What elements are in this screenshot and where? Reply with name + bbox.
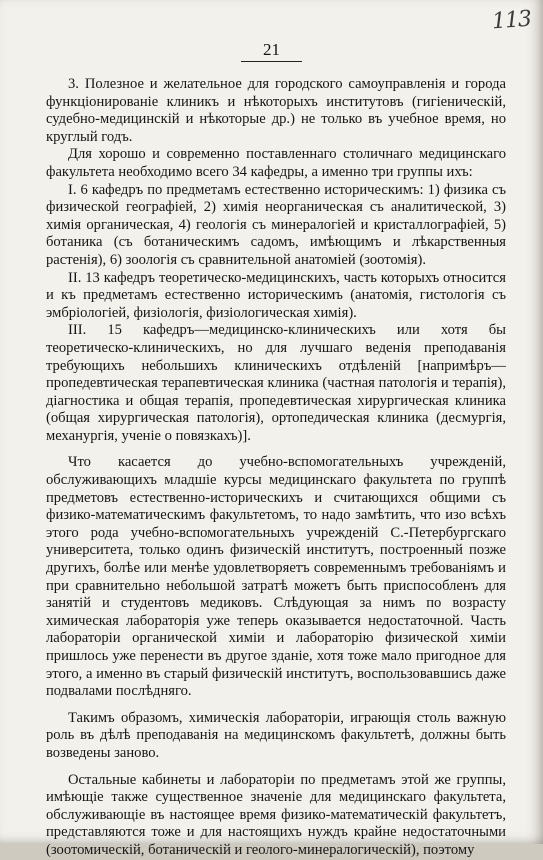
page-header (0, 40, 543, 62)
paragraph-group-1: I. 6 кафедръ по предметамъ естественно историческимъ: 1) физика съ физической географіей, 2) химія неорганическая съ аналитической, 3) химія органическая, 4) геологія съ минералогіей и кристаллографіей, 5) ботаника (съ ботаническимъ садомъ, имѣющимъ и лѣкарственныя растенія), 6) зоологія съ сравнительной анатоміей (зоотомія). (46, 181, 506, 268)
paragraph-faculty-chairs: Для хорошо и современно поставленнаго столичнаго медицинскаго факультета необходимо всего 34 кафедры, а именно три группы ихъ: (46, 146, 506, 180)
paragraph-group-2: II. 13 кафедръ теоретическо-медицинскихъ, часть которыхъ относится и къ предметамъ естественно историческимъ (анатомія, гистологія съ эмбріологіей, физіологія, физіологическая химія). (46, 269, 506, 321)
paragraph-other-cabinets: Остальные кабинеты и лабораторіи по предметамъ этой же группы, имѣющіе также существенное значеніе для медицинскаго факультета, обслуживающіе въ настоящее время физико-математическій факультетъ, представляются тоже и для настоящихъ нуждъ крайне недостаточными (зоотомическій, ботаническій и геолого-минералогическій), поэтому (46, 771, 506, 858)
paragraph-chemistry-labs: Такимъ образомъ, химическія лабораторіи, играющія столь важную роль въ дѣлѣ преподаванія на медицинскомъ факультетѣ, должны быть возведены заново. (46, 709, 506, 761)
page-number: 21 (241, 40, 302, 62)
page-body (46, 76, 506, 860)
paragraph-point-3: 3. Полезное и желательное для городского самоуправленія и города функціонированіе клиникъ и нѣкоторыхъ институтовъ (гигіеническій, судебно-медицинскій и нѣкоторые др.) не только въ учебное время, но круглый годъ. (46, 76, 506, 145)
handwritten-page-note: 113 (491, 6, 532, 35)
paragraph-auxiliary-institutions: Что касается до учебно-вспомогательныхъ учрежденій, обслуживающихъ младшіе курсы медицинскаго факультета по группѣ предметовъ естественно-историческихъ и считающихся общими съ физико-математическимъ факультетомъ, то надо замѣтить, что изо всѣхъ этого рода учебно-вспомогательныхъ учрежденій С.-Петербургскаго университета, только одинъ физическій институтъ, построенный позже другихъ, болѣе или менѣе удовлетворяетъ современнымъ требованіямъ и при сравнительно небольшой затратѣ можетъ быть приспособленъ для занятій и студентовъ медиковъ. Слѣдующая за нимъ по возрасту химическая лабораторія уже теперь оказывается недостаточной. Часть лабораторіи органической химіи и лабораторію физической химіи пришлось уже перенести въ другое зданіе, хотя тоже мало пригодное для этого, а именно въ старый физическій институтъ, воспользовавшись даже подвалами послѣдняго. (46, 454, 506, 700)
paragraph-group-3: III. 15 кафедръ—медицинско-клиническихъ или хотя бы теоретическо-клиническихъ, но для лучшаго веденія преподаванія требующихъ небольшихъ клиническихъ отдѣленій [напримѣръ—пропедевтическая терапевтическая клиника (частная патологія и терапія), діагностика и общая терапія, пропедевтическая хирургическая клиника (общая хирургическая патологія), ортопедическая клиника (десмургія, механургія, ученіе о повязкахъ)]. (46, 322, 506, 444)
